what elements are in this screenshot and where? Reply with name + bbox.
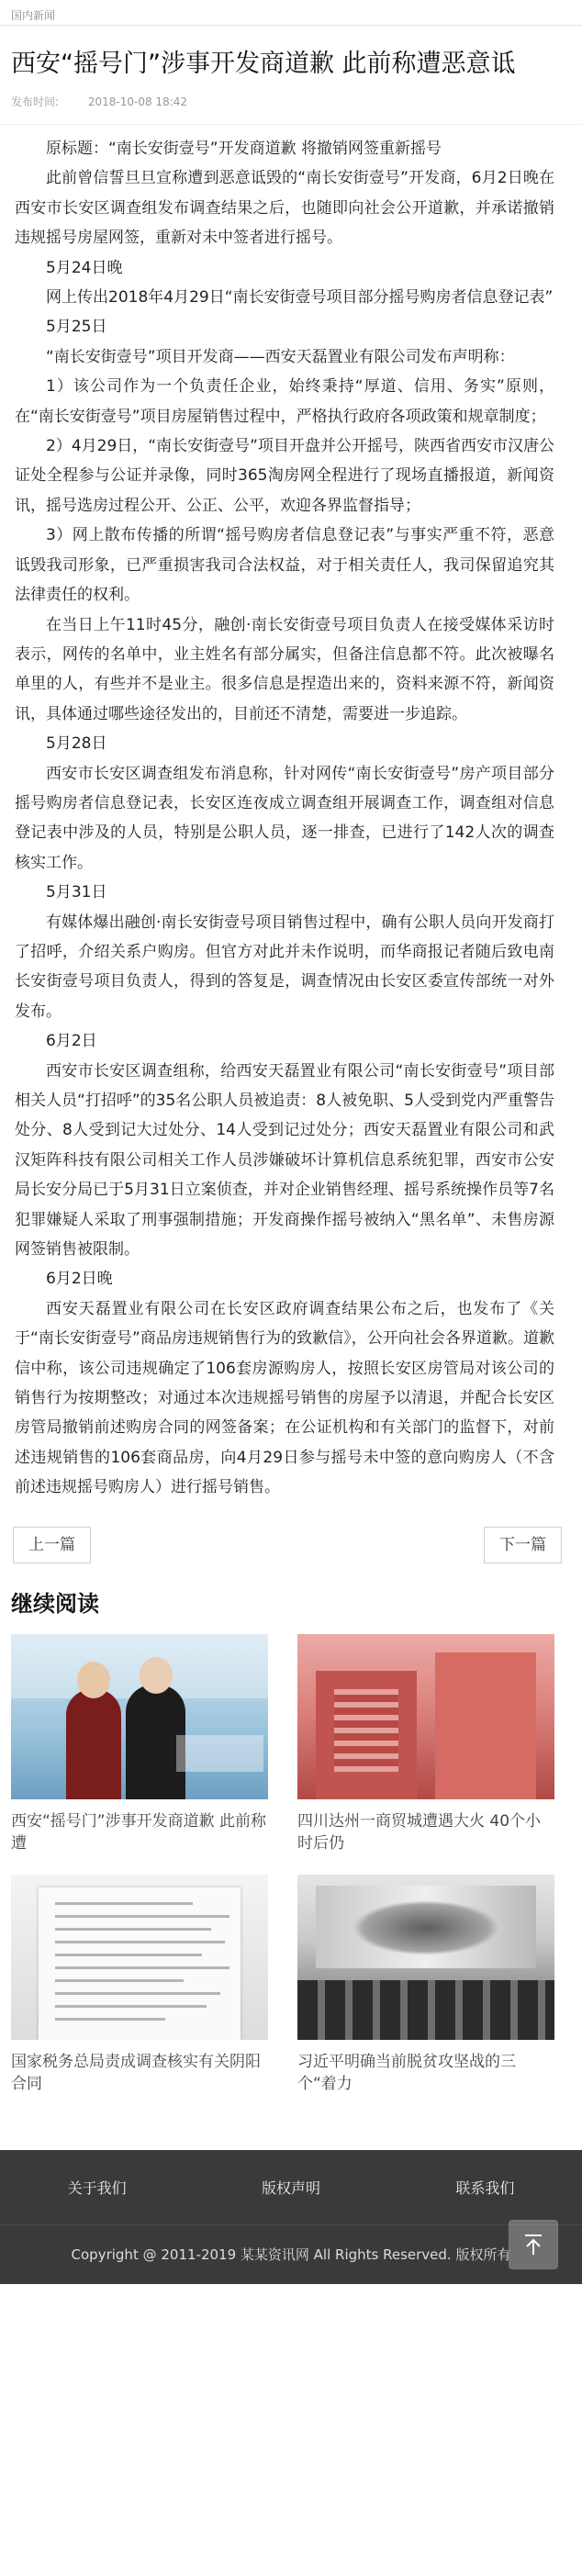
channel-breadcrumb[interactable] (0, 0, 582, 26)
related-section-title: 继续阅读 (11, 1590, 99, 1617)
article-paragraph: 原标题：“南长安街壹号”开发商道歉 将撤销网签重新摇号 (46, 140, 442, 158)
article-date-heading: 5月24日晚 (46, 258, 123, 277)
related-thumbnail[interactable] (297, 1634, 554, 1799)
footer-links (0, 2150, 582, 2225)
site-footer (0, 2150, 582, 2284)
related-card[interactable] (11, 1634, 268, 1854)
related-card[interactable] (297, 1875, 554, 2095)
related-card-title[interactable]: 习近平明确当前脱贫攻坚战的三个“着力 (297, 2052, 516, 2093)
prev-article-button[interactable]: 上一篇 (13, 1527, 91, 1563)
related-thumbnail[interactable] (11, 1634, 268, 1799)
article-paragraph: 有媒体爆出融创·南长安街壹号项目销售过程中，确有公职人员向开发商打了招呼，介绍关系户购房。但官方对此并未作说明，而华商报记者随后致电南长安街壹号项目负责人，得到的答复是，调查情况由长安区委宣传部统一对外发布。 (15, 913, 554, 1021)
article-date-heading: 5月28日 (46, 734, 107, 754)
footer-link-about[interactable]: 关于我们 (67, 2178, 127, 2197)
footer-link-contact[interactable]: 联系我们 (455, 2178, 515, 2197)
copyright-text: Copyright @ 2011-2019 某某资讯网 All Rights Reserved. 版权所有 (71, 2246, 511, 2263)
related-card[interactable] (11, 1875, 268, 2095)
next-article-button[interactable]: 下一篇 (484, 1527, 562, 1563)
article-date-heading: 6月2日晚 (46, 1270, 113, 1289)
publish-time: 2018-10-08 18:42 (87, 95, 188, 108)
related-grid (0, 1634, 582, 2115)
article-date-heading: 5月25日 (46, 318, 107, 337)
article-pager (0, 1503, 582, 1563)
publish-time-label: 发布时间: (11, 95, 60, 108)
article-meta (0, 94, 582, 125)
related-card[interactable] (297, 1634, 554, 1854)
related-card-title[interactable]: 国家税务总局责成调查核实有关阴阳合同 (11, 2052, 261, 2093)
article-paragraph: 西安天磊置业有限公司在长安区政府调查结果公布之后，也发布了《关于“南长安街壹号”商品房违规销售行为的致歉信》，公开向社会各界道歉。道歉信中称，该公司违规确定了106套房源购房人，按照长安区房管局对该公司的销售行为按期整改；对通过本次违规摇号销售的房屋予以清退，并配合长安区房管局撤销前述购房合同的网签备案；在公证机构和有关部门的监督下，对前述违规销售的106套商品房，向4月29日参与摇号未中签的意向购房人（不含前述违规摇号购房人）进行摇号销售。 (15, 1299, 554, 1497)
article-paragraph: 1）该公司作为一个负责任企业，始终秉持“厚道、信用、务实”原则，在“南长安街壹号”项目房屋销售过程中，严格执行政府各项政策和规章制度； (15, 377, 554, 426)
article-title: 西安“摇号门”涉事开发商道歉 此前称遭恶意诋 (11, 50, 516, 78)
article-body (0, 125, 582, 1503)
related-card-title[interactable]: 西安“摇号门”涉事开发商道歉 此前称遭 (11, 1811, 267, 1853)
related-thumbnail[interactable] (297, 1875, 554, 2040)
footer-link-copyright[interactable]: 版权声明 (261, 2178, 320, 2197)
article-paragraph: “南长安街壹号”项目开发商——西安天磊置业有限公司发布声明称： (46, 347, 515, 366)
article-date-heading: 5月31日 (46, 883, 107, 902)
article-paragraph: 在当日上午11时45分，融创·南长安街壹号项目负责人在接受媒体采访时表示，网传的名单中，业主姓名有部分属实，但备注信息都不符。此次被曝名单里的人，有些并不是业主。很多信息是捏造出来的，资料来源不符，新闻资讯，具体通过哪些途径发出的，目前还不清楚，需要进一步追踪。 (15, 615, 554, 723)
article-date-heading: 6月2日 (46, 1032, 97, 1051)
article-paragraph: 西安市长安区调查组称，给西安天磊置业有限公司“南长安街壹号”项目部相关人员“打招呼”的35名公职人员被追责：8人被免职、5人受到党内严重警告处分、8人受到记大过处分、14人受到记过处分；西安天磊置业有限公司和武汉矩阵科技有限公司相关工作人员涉嫌破坏计算机信息系统犯罪，西安市公安局长安分局已于5月31日立案侦查，并对企业销售经理、摇号系统操作员等7名犯罪嫌疑人采取了刑事强制措施；开发商操作摇号被纳入“黑名单”、未售房源网签销售被限制。 (15, 1061, 554, 1260)
article-paragraph: 2）4月29日，“南长安街壹号”项目开盘并公开摇号，陕西省西安市汉唐公证处全程参与公证并录像，同时365淘房网全程进行了现场直播报道，新闻资讯，摇号选房过程公开、公正、公平，欢迎各界监督指导； (15, 437, 554, 515)
channel-label[interactable]: 国内新闻 (11, 9, 56, 22)
arrow-up-icon (520, 2231, 547, 2258)
article-paragraph: 此前曾信誓旦旦宣称遭到恶意诋毁的“南长安街壹号”开发商，6月2日晚在西安市长安区调查组发布调查结果之后，也随即向社会公开道歉，并承诺撤销违规摇号房屋网签，重新对未中签者进行摇号。 (15, 169, 554, 248)
back-to-top-button[interactable] (509, 2220, 558, 2269)
related-card-title[interactable]: 四川达州一商贸城遭遇大火 40个小时后仍 (297, 1811, 542, 1853)
article-paragraph: 西安市长安区调查组发布消息称，针对网传“南长安街壹号”房产项目部分摇号购房者信息登记表，长安区连夜成立调查组开展调查工作，调查组对信息登记表中涉及的人员，特别是公职人员，逐一排查，已进行了142人次的调查核实工作。 (15, 764, 554, 872)
article-paragraph: 3）网上散布传播的所谓“摇号购房者信息登记表”与事实严重不符，恶意诋毁我司形象，已严重损害我司合法权益，对于相关责任人，我司保留追究其法律责任的权利。 (15, 526, 554, 605)
related-thumbnail[interactable] (11, 1875, 268, 2040)
article-paragraph: 网上传出2018年4月29日“南长安街壹号项目部分摇号购房者信息登记表” (46, 288, 554, 308)
